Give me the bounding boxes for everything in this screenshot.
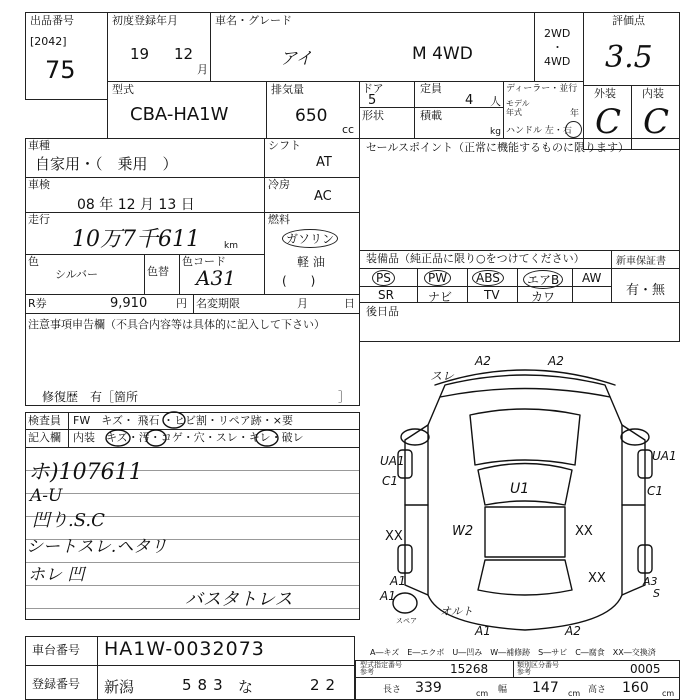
cert-row-divider: [356, 677, 679, 678]
usage-label: 車種: [28, 139, 50, 152]
equipment-label: 装備品（純正品に限り○をつけてください）: [366, 252, 585, 265]
hand-note-1: ホ)107611: [28, 460, 143, 485]
hand-note-6: バスタトレス: [185, 589, 293, 610]
hand-note-4: シートスレ.ヘタリ: [26, 537, 168, 557]
width-unit: cm: [568, 689, 581, 698]
mark-xx-left: XX: [385, 529, 403, 544]
drive-4wd: 4WD: [544, 55, 571, 68]
cap-label: 定員: [420, 82, 442, 95]
ac-label: 冷房: [268, 178, 290, 191]
mark-ua1-right: UA1: [652, 449, 677, 463]
height-label: 高さ: [588, 685, 607, 695]
lot-code: [2042]: [30, 35, 67, 48]
hand-note-5: ホレ 凹: [28, 565, 85, 585]
handle-label: ハンドル 左・右: [506, 126, 572, 136]
diagram-legend: A―キズ E―エクボ U―凹み W―補修跡 S―サビ C―腐食 XX―交換済: [370, 648, 656, 657]
fuel-label: 燃料: [268, 213, 290, 226]
shape-label: 形状: [362, 109, 384, 122]
class-value: 0005: [630, 662, 661, 676]
equip-airbag-circled: エアB: [523, 270, 563, 289]
type-cert-value: 15268: [450, 662, 489, 676]
length-unit: cm: [476, 689, 489, 698]
notice-label: 注意事項申告欄（不具合内容等は具体的に記入して下さい）: [28, 318, 325, 331]
length-label: 長さ: [383, 685, 402, 695]
load-unit: kg: [490, 127, 501, 137]
plate-number: 22: [310, 676, 342, 694]
disp-value: 650: [295, 106, 328, 126]
cert-col-divider: [513, 660, 514, 677]
spare-label: スペア: [396, 617, 417, 625]
model-year-label: モデル年式: [506, 99, 530, 117]
car-name: アイ: [280, 49, 313, 69]
equip-tv: TV: [484, 288, 500, 302]
mark-a2-top-right: A2: [548, 354, 564, 368]
hood: [470, 409, 580, 465]
meigi-month: 月: [297, 297, 308, 310]
disp-unit: cc: [342, 123, 355, 136]
model-value: CBA-HA1W: [130, 104, 229, 125]
color-label: 色: [28, 255, 39, 268]
plate-label: 登録番号: [32, 677, 81, 691]
mark-a1-bl: A1: [380, 589, 396, 603]
color-code-value: A31: [196, 266, 236, 290]
model-label: 型式: [112, 83, 134, 96]
ac-value: AC: [314, 189, 332, 204]
shift-value: AT: [316, 155, 332, 170]
reg-month-unit: 月: [197, 63, 208, 76]
mark-a3: A3: [643, 575, 658, 588]
score-value: 3.5: [605, 40, 653, 75]
rear-window: [478, 560, 572, 595]
recycle-label: R券: [28, 297, 47, 310]
repair-close: ］: [338, 390, 351, 404]
door-label: ドア: [362, 82, 384, 95]
equip-navi: ナビ: [428, 290, 453, 304]
hand-note-3: 凹り.S.C: [32, 510, 105, 531]
equip-abs-circled: ABS: [472, 270, 504, 286]
car-body-outline: [428, 375, 622, 630]
fuel-gasoline-circled: ガソリン: [282, 229, 338, 248]
fuel-diesel: 軽 油: [297, 255, 325, 269]
drive-2wd: 2WD: [544, 27, 571, 40]
mark-s: S: [653, 587, 660, 600]
inspector-line-2: 内装 キズ・汚・コゲ・穴・スレ・キレ・破レ: [73, 431, 304, 444]
chassis-value: HA1W-0032073: [104, 638, 265, 660]
mark-w2: W2: [452, 524, 474, 539]
right-mirror: [621, 429, 649, 445]
mark-xx-right: XX: [588, 571, 606, 586]
usage-value: 自家用・（ 乗用 ）: [35, 155, 178, 173]
color-change-label: 色替: [147, 265, 169, 278]
interior-grade: C: [643, 102, 670, 142]
inspector-label-2: 記入欄: [28, 431, 61, 444]
cap-unit: 人: [490, 95, 501, 108]
exterior-label: 外装: [594, 87, 616, 100]
front-bumper: [435, 370, 615, 385]
mark-a2-bottom: A2: [565, 624, 581, 638]
inspection-value: 08 年 12 月 13 日: [77, 197, 195, 213]
plate-class: 583: [182, 676, 229, 694]
recycle-yen: 円: [176, 297, 187, 310]
load-label: 積載: [420, 109, 442, 122]
exterior-grade: C: [595, 102, 622, 142]
inspection-label: 車検: [28, 178, 50, 191]
equip-leather: カワ: [531, 290, 556, 304]
color-code-label: 色コード: [182, 255, 226, 268]
reg-label: 初度登録年月: [112, 14, 178, 27]
mark-a2-top: A2: [475, 354, 491, 368]
lot-number: 75: [45, 56, 76, 84]
score-label: 評価点: [612, 14, 645, 27]
dealer-label: ディーラー・並行: [506, 84, 578, 94]
car-grade: M 4WD: [412, 44, 473, 64]
left-mirror: [401, 429, 429, 445]
mark-ua1-left: UA1: [380, 454, 405, 468]
equip-ps-circled: PS: [372, 270, 395, 286]
spare-tire: [393, 593, 417, 613]
mark-xx-mid: XX: [575, 524, 593, 539]
sales-label: セールスポイント（正常に機能するものに限ります）: [366, 141, 630, 154]
plate-region: 新潟: [104, 678, 135, 696]
note-line: [26, 493, 359, 494]
reg-year: 19: [130, 45, 150, 63]
fuel-other: ( ): [282, 274, 316, 288]
equip-aw: AW: [582, 271, 602, 285]
equip-pw-circled: PW: [424, 270, 451, 286]
name-label: 車名・グレード: [215, 14, 292, 27]
color-value: シルバー: [55, 268, 98, 281]
height-value: 160: [622, 680, 649, 696]
meigi-day: 日: [344, 297, 355, 310]
shift-label: シフト: [268, 139, 301, 152]
type-cert-label: 型式指定番号参考: [360, 661, 402, 676]
height-unit: cm: [662, 689, 675, 698]
repair-label: 修復歴 有［箇所: [42, 390, 139, 404]
mark-c1-left: C1: [382, 474, 399, 488]
door-value: 5: [368, 93, 377, 108]
mileage-unit: km: [224, 241, 238, 251]
chassis-divider: [97, 636, 98, 666]
lot-label: 出品番号: [30, 14, 74, 27]
warranty-value: 有・無: [626, 283, 666, 298]
plate-kana: な: [238, 678, 254, 696]
disp-label: 排気量: [271, 83, 304, 96]
reg-month: 12: [174, 45, 194, 63]
interior-label: 内装: [642, 87, 664, 100]
mileage-label: 走行: [28, 213, 50, 226]
class-label: 類別区分番号参考: [517, 661, 559, 676]
mark-u1: U1: [510, 481, 530, 497]
inspector-label-1: 検査員: [28, 414, 61, 427]
equip-sr: SR: [378, 288, 394, 302]
drive-dot: ・: [552, 41, 563, 54]
meigi-label: 名変期限: [196, 297, 240, 310]
length-value: 339: [415, 680, 442, 696]
car-diagram: [360, 345, 690, 645]
chassis-label: 車台番号: [32, 643, 81, 657]
roof: [485, 507, 565, 557]
mileage-value: 10万7千611: [72, 227, 200, 252]
mark-a1-bottom: A1: [475, 624, 491, 638]
warranty-label: 新車保証書: [616, 256, 666, 267]
mark-oruto: オルト: [440, 605, 473, 618]
mark-c1-right: C1: [647, 484, 664, 498]
inspector-line-1: FW キズ・ 飛石 ・ヒビ割・リペア跡・×要: [73, 414, 293, 427]
hand-note-2: A-U: [30, 486, 63, 506]
recycle-value: 9,910: [110, 296, 148, 311]
width-value: 147: [532, 680, 559, 696]
plate-divider: [97, 665, 98, 700]
mark-a1-left: A1: [390, 574, 406, 588]
rear-item-label: 後日品: [366, 305, 399, 318]
model-year-unit: 年: [570, 109, 580, 119]
mark-sure: スレ: [430, 369, 455, 383]
cap-value: 4: [465, 93, 474, 108]
width-label: 幅: [498, 685, 508, 695]
